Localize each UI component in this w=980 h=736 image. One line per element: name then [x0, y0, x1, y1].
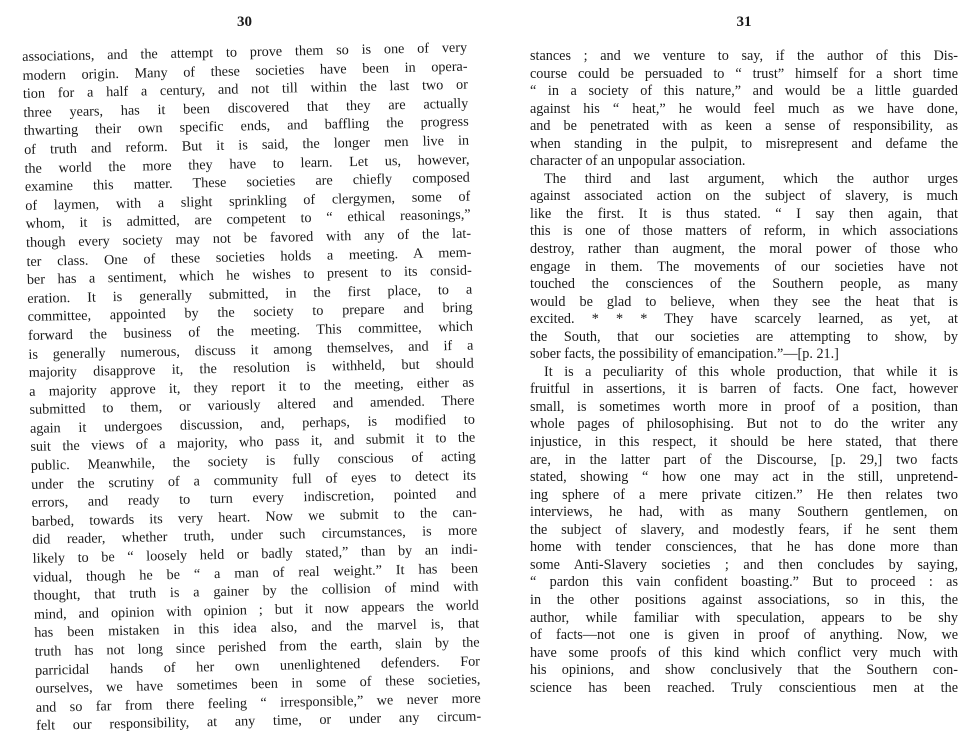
text-line: errors, and ready to turn every indiscretion, pointed and [31, 485, 477, 512]
text-line: vidual, though he be “ a man of real weight.” It has been [32, 560, 479, 586]
text-line: tion for a half a century, and not till within the last two or [22, 76, 469, 103]
text-line: against his “ heat,” he would feel much as we have done, [530, 100, 958, 117]
text-line: science has been reached. Truly conscientious men at the [530, 679, 958, 696]
text-line: like the first. It is thus stated. “ I say then again, that [530, 205, 958, 222]
text-line: the South, that our societies are attempting to show, by [530, 328, 958, 345]
text-line: some Anti-Slavery societies ; and then concludes by saying, [530, 556, 958, 573]
text-line: of facts—not one is given in proof of anything. Now, we [530, 627, 958, 644]
text-line: his opinions, and show conclusively that the Southern con- [530, 662, 958, 679]
text-line: thought, that truth is a gainer by the collision of mind with [33, 578, 479, 605]
text-line: is generally numerous, discuss it among themselves, and if a [28, 337, 474, 363]
text-line: when standing in the pulpit, to misrepresent and defame the [530, 135, 958, 152]
text-line: whom, it is admitted, are competent to “ ethical reasonings,” [25, 206, 471, 233]
text-line: suit the views of a majority, who pass it, and submit it to the [30, 430, 476, 456]
text-line: a majority approve it, they report it to the meeting, either as [29, 374, 475, 400]
text-line: under the scrutiny of a community full of eyes to detect its [30, 467, 477, 493]
text-line: felt our responsibility, at any time, or under any circum- [36, 708, 482, 735]
text-line: excited. * * * They have scarcely learned, as yet, at [530, 311, 958, 328]
text-line: destroy, rather than augment, the moral power of those who [530, 241, 958, 258]
text-line: the world the more they have to learn. Let us, however, [24, 151, 470, 177]
text-line: small, is sometimes worth more in proof of a position, than [530, 398, 958, 415]
page-number: 31 [736, 14, 752, 30]
text-line: truth has not long since perished from the earth, slain by the [34, 634, 480, 660]
text-line: It is a peculiarity of this whole production, that while it is [544, 363, 958, 380]
text-line: though every society may not be favored with any of the lat- [25, 225, 472, 251]
text-line: in the other positions against associations, so in this, the [530, 591, 958, 608]
right-page [530, 0, 958, 717]
text-line: did reader, whether truth, under such circumstances, is more [32, 523, 478, 549]
text-line: submitted to them, or variously altered and amended. There [29, 392, 475, 419]
text-line: have some proofs of this kind which conflict very much with [530, 644, 958, 661]
text-line: are, in the latter part of the Discourse, [p. 29,] two facts [530, 451, 958, 468]
text-line: touched the consciences of the Southern people, as many [530, 276, 958, 293]
text-line: stances ; and we venture to say, if the author of this Dis- [530, 48, 958, 64]
text-line: “ in a society of this nature,” and would be a little guarded [530, 83, 958, 100]
left-page [22, 0, 482, 735]
text-line: parricidal hands of her own unenlightened defenders. For [34, 653, 481, 679]
text-line: and be penetrated with as keen a sense of responsibility, as [530, 118, 958, 135]
text-line: stated, showing “ how one may act in the still, unpretend- [530, 469, 958, 486]
text-line: associations, and the attempt to prove them so is one of very [22, 39, 468, 65]
text-line: the subject of slavery, and modestly fears, if he sent them [530, 521, 958, 538]
text-line: has been mistaken in this idea also, and the marvel is, that [34, 615, 480, 642]
text-line: thwarting their own specific ends, and baffling the progress [23, 114, 469, 140]
text-line: eration. It is generally submitted, in the first place, to a [27, 281, 473, 307]
text-line: author, while familiar with speculation, appears to be shy [530, 609, 958, 626]
text-line: committee, appointed by the society to prepare and bring [27, 299, 473, 326]
text-line: whole pages of philosophising. But not to do the writer any [530, 416, 958, 433]
text-line: modern origin. Many of these societies have been in opera- [22, 58, 468, 84]
text-line: forward the business of the meeting. This committee, which [27, 318, 474, 344]
text-line: ter class. One of these societies holds a meeting. A mem- [26, 244, 472, 270]
text-line: engage in them. The movements of our societies have not [530, 258, 958, 275]
text-line: ing sphere of a mere private citizen.” He then relates two [530, 486, 958, 503]
text-line: “ pardon this vain confident boasting.” But to proceed : as [530, 574, 958, 591]
text-line: public. Meanwhile, the society is fully conscious of acting [30, 448, 476, 474]
text-line: The third and last argument, which the author urges [544, 170, 958, 187]
text-line: sober facts, the possibility of emancipation.”—[p. 21.] [530, 346, 839, 363]
body-text [22, 39, 481, 736]
text-line: of truth and reform. But it is said, the longer men live in [23, 132, 470, 158]
text-line: injustice, in this respect, it should be here stated, that there [530, 434, 958, 451]
text-line: ourselves, we have sometimes been in some of these societies, [35, 671, 481, 698]
text-line: of laymen, with a slight sprinkling of clergymen, some of [25, 188, 471, 214]
text-line: home with tender consciences, that he has done more than [530, 539, 958, 556]
text-line: this is one of those matters of reform, in which associations [530, 223, 958, 240]
text-line: again it undergoes discussion, and, perhaps, is modified to [29, 411, 476, 437]
text-line: majority disapprove it, the resolution is withheld, but should [28, 355, 474, 382]
text-line: mind, and opinion with opinion ; but it now appears the world [33, 597, 479, 623]
text-line: fruitful in assertions, it is barren of facts. One fact, however [530, 381, 958, 398]
text-line: character of an unpopular association. [530, 153, 746, 170]
page-number: 30 [237, 14, 252, 30]
text-line: would be glad to believe, when they see the heat that is [530, 293, 958, 310]
body-text [530, 48, 958, 697]
text-line: interviews, he had, with as many Southern gentlemen, on [530, 504, 958, 521]
text-line: and so far from there feeling “ irresponsible,” we never more [35, 690, 481, 716]
text-line: likely to be “ loosely held or badly stated,” than by an indi- [32, 541, 478, 567]
text-line: course could be persuaded to “ trust” himself for a short time [530, 65, 958, 82]
text-line: against associated action on the subject of slavery, is much [530, 188, 958, 205]
text-line: three years, has it been discovered that they are actually [23, 95, 469, 121]
text-line: ber has a sentiment, which he wishes to present to its consid- [26, 262, 472, 289]
text-line: examine this matter. These societies are chiefly composed [24, 169, 470, 196]
text-line: barbed, towards its very heart. Now we submit to the can- [31, 504, 477, 530]
